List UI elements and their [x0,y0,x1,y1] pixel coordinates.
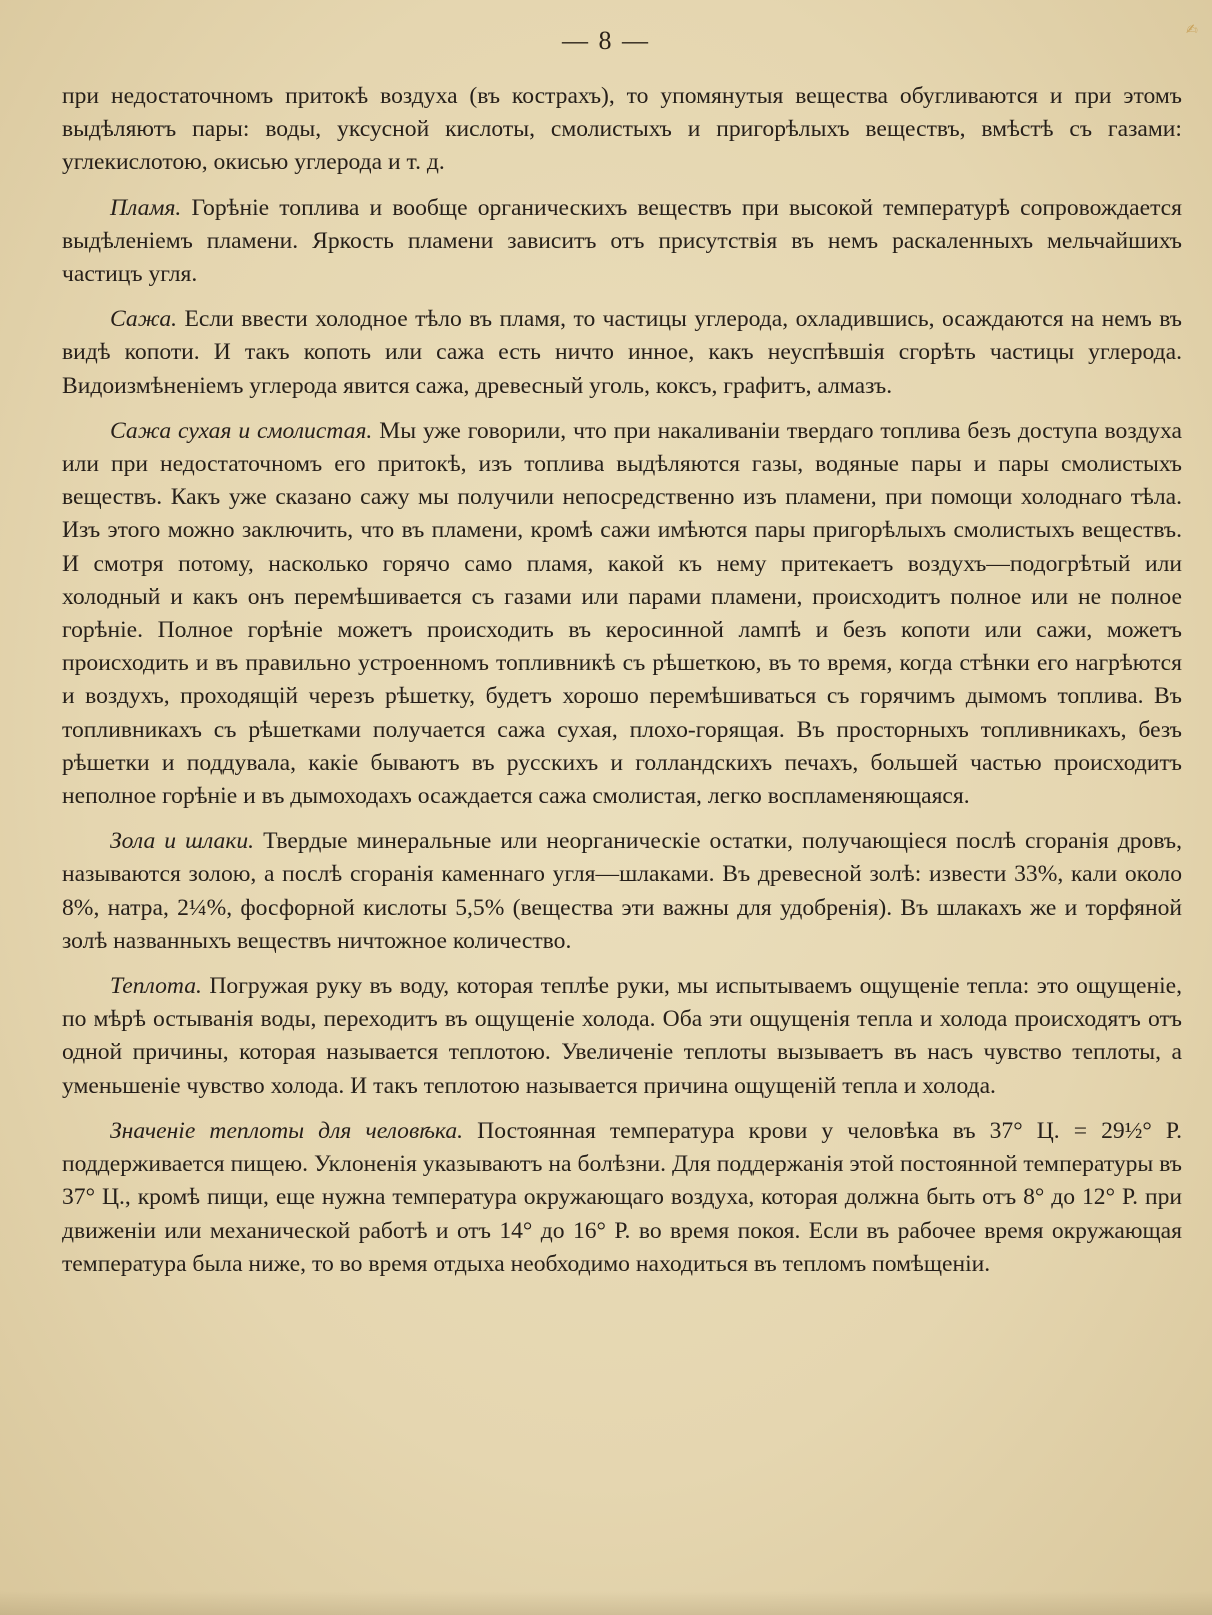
paragraph-soot [62,303,1182,403]
paragraph-dry-resinous-soot [62,415,1182,813]
paragraph-text: Погружая руку въ воду, которая теплѣе руки, мы испытываемъ ощущеніе тепла: это ощущеніе, по мѣрѣ остыванія воды, переходитъ въ ощущеніе холода. Оба эти ощущенія тепла и холода происходятъ отъ одной причины, которая называется теплотою. Увеличеніе теплоты вызываетъ въ насъ чувство теплоты, а уменьшеніе чувство холода. И такъ теплотою называется причина ощущеній тепла и холода. [62,973,1182,1099]
paragraph-text: при недостаточномъ притокѣ воздуха (въ кострахъ), то упомянутыя вещества обугливаются и при этомъ выдѣляютъ пары: воды, уксусной кислоты, смолистыхъ и пригорѣлыхъ веществъ, вмѣстѣ съ газами: углекислотою, окисью углерода и т. д. [62,83,1182,176]
section-heading-ash-slag: Зола и шлаки. [110,828,255,855]
paragraph-text: Мы уже говорили, что при накаливаніи твердаго топлива безъ доступа воздуха или при недостаточномъ его притокѣ, изъ топлива выдѣляются газы, водяные пары и пары смолистыхъ веществъ. Какъ уже сказано сажу мы получили непосредственно изъ пламени, при помощи холоднаго тѣла. Изъ этого можно заключить, что въ пламени, кромѣ сажи имѣются пары пригорѣлыхъ смолистыхъ веществъ. И смотря потому, насколько горячо само пламя, какой къ нему притекаетъ воздухъ—подогрѣтый или холодный и какъ онъ перемѣшивается съ газами или парами пламени, происходитъ полное или не полное горѣніе. Полное горѣніе можетъ происходить въ керосинной лампѣ и безъ копоти или сажи, можетъ происходить и въ правильно устроенномъ топливникѣ съ рѣшеткою, въ то время, когда стѣнки его нагрѣются и воздухъ, проходящій черезъ рѣшетку, будетъ хорошо перемѣшиваться съ горячимъ дымомъ топлива. Въ топливникахъ съ рѣшетками получается сажа сухая, плохо-горящая. Въ просторныхъ топливникахъ, безъ рѣшетки и поддувала, какіе бываютъ въ русскихъ и голландскихъ печахъ, большей частью происходитъ неполное горѣніе и въ дымоходахъ осаждается сажа смолистая, легко воспламеняющаяся. [62,417,1182,810]
paragraph-text: Твердые минеральные или неорганическіе остатки, получающіеся послѣ сгоранія дровъ, называются золою, а послѣ сгоранія каменнаго угля—шлаками. Въ древесной золѣ: извести 33%, кали около 8%, натра, 2¼%, фосфорной кислоты 5,5% (вещества эти важны для удобренія). Въ шлакахъ же и торфяной золѣ названныхъ веществъ ничтожное количество. [62,828,1182,954]
corner-ink-mark: ✍ [1186,22,1198,38]
page-number: — 8 — [562,26,650,55]
section-heading-heat: Теплота. [110,973,202,1000]
section-heading-flame: Пламя. [110,194,182,221]
page-bottom-shadow [0,1591,1212,1615]
paragraph-text: Горѣніе топлива и вообще органическихъ веществъ при высокой температурѣ сопровождается выдѣленіемъ пламени. Яркость пламени зависитъ отъ присутствія въ немъ раскаленныхъ мельчайшихъ частицъ угля. [62,194,1182,288]
paragraph-text: Постоянная температура крови у человѣка въ 37° Ц. = 29½° Р. поддерживается пищею. Уклоненія указываютъ на болѣзни. Для поддержанія этой постоянной температуры въ 37° Ц., кромѣ пищи, еще нужна температура окружающаго воздуха, которая должна быть отъ 8° до 12° Р. при движеніи или механической работѣ и отъ 14° до 16° Р. во время покоя. Если въ рабочее время окружающая температура была ниже, то во время отдыха необходимо находиться въ тепломъ помѣщеніи. [62,1117,1182,1277]
paragraph-flame [62,192,1182,292]
paragraph-continuation [62,80,1182,180]
section-heading-heat-for-human: Значеніе теплоты для человѣка. [110,1117,464,1144]
section-heading-dry-resinous-soot: Сажа сухая и смолистая. [110,417,373,444]
paragraph-heat [62,970,1182,1103]
paragraph-text: Если ввести холодное тѣло въ пламя, то частицы углерода, охладившись, осаждаются на немъ въ видѣ копоти. И такъ копоть или сажа есть ничто инное, какъ неуспѣвшія сгорѣть частицы углерода. Видоизмѣненіемъ углерода явится сажа, древесный уголь, коксъ, графитъ, алмазъ. [62,306,1182,399]
paragraph-ash-slag [62,825,1182,958]
section-heading-soot: Сажа. [110,306,178,333]
paragraph-heat-for-human [62,1115,1182,1281]
page-text [62,80,1182,1293]
